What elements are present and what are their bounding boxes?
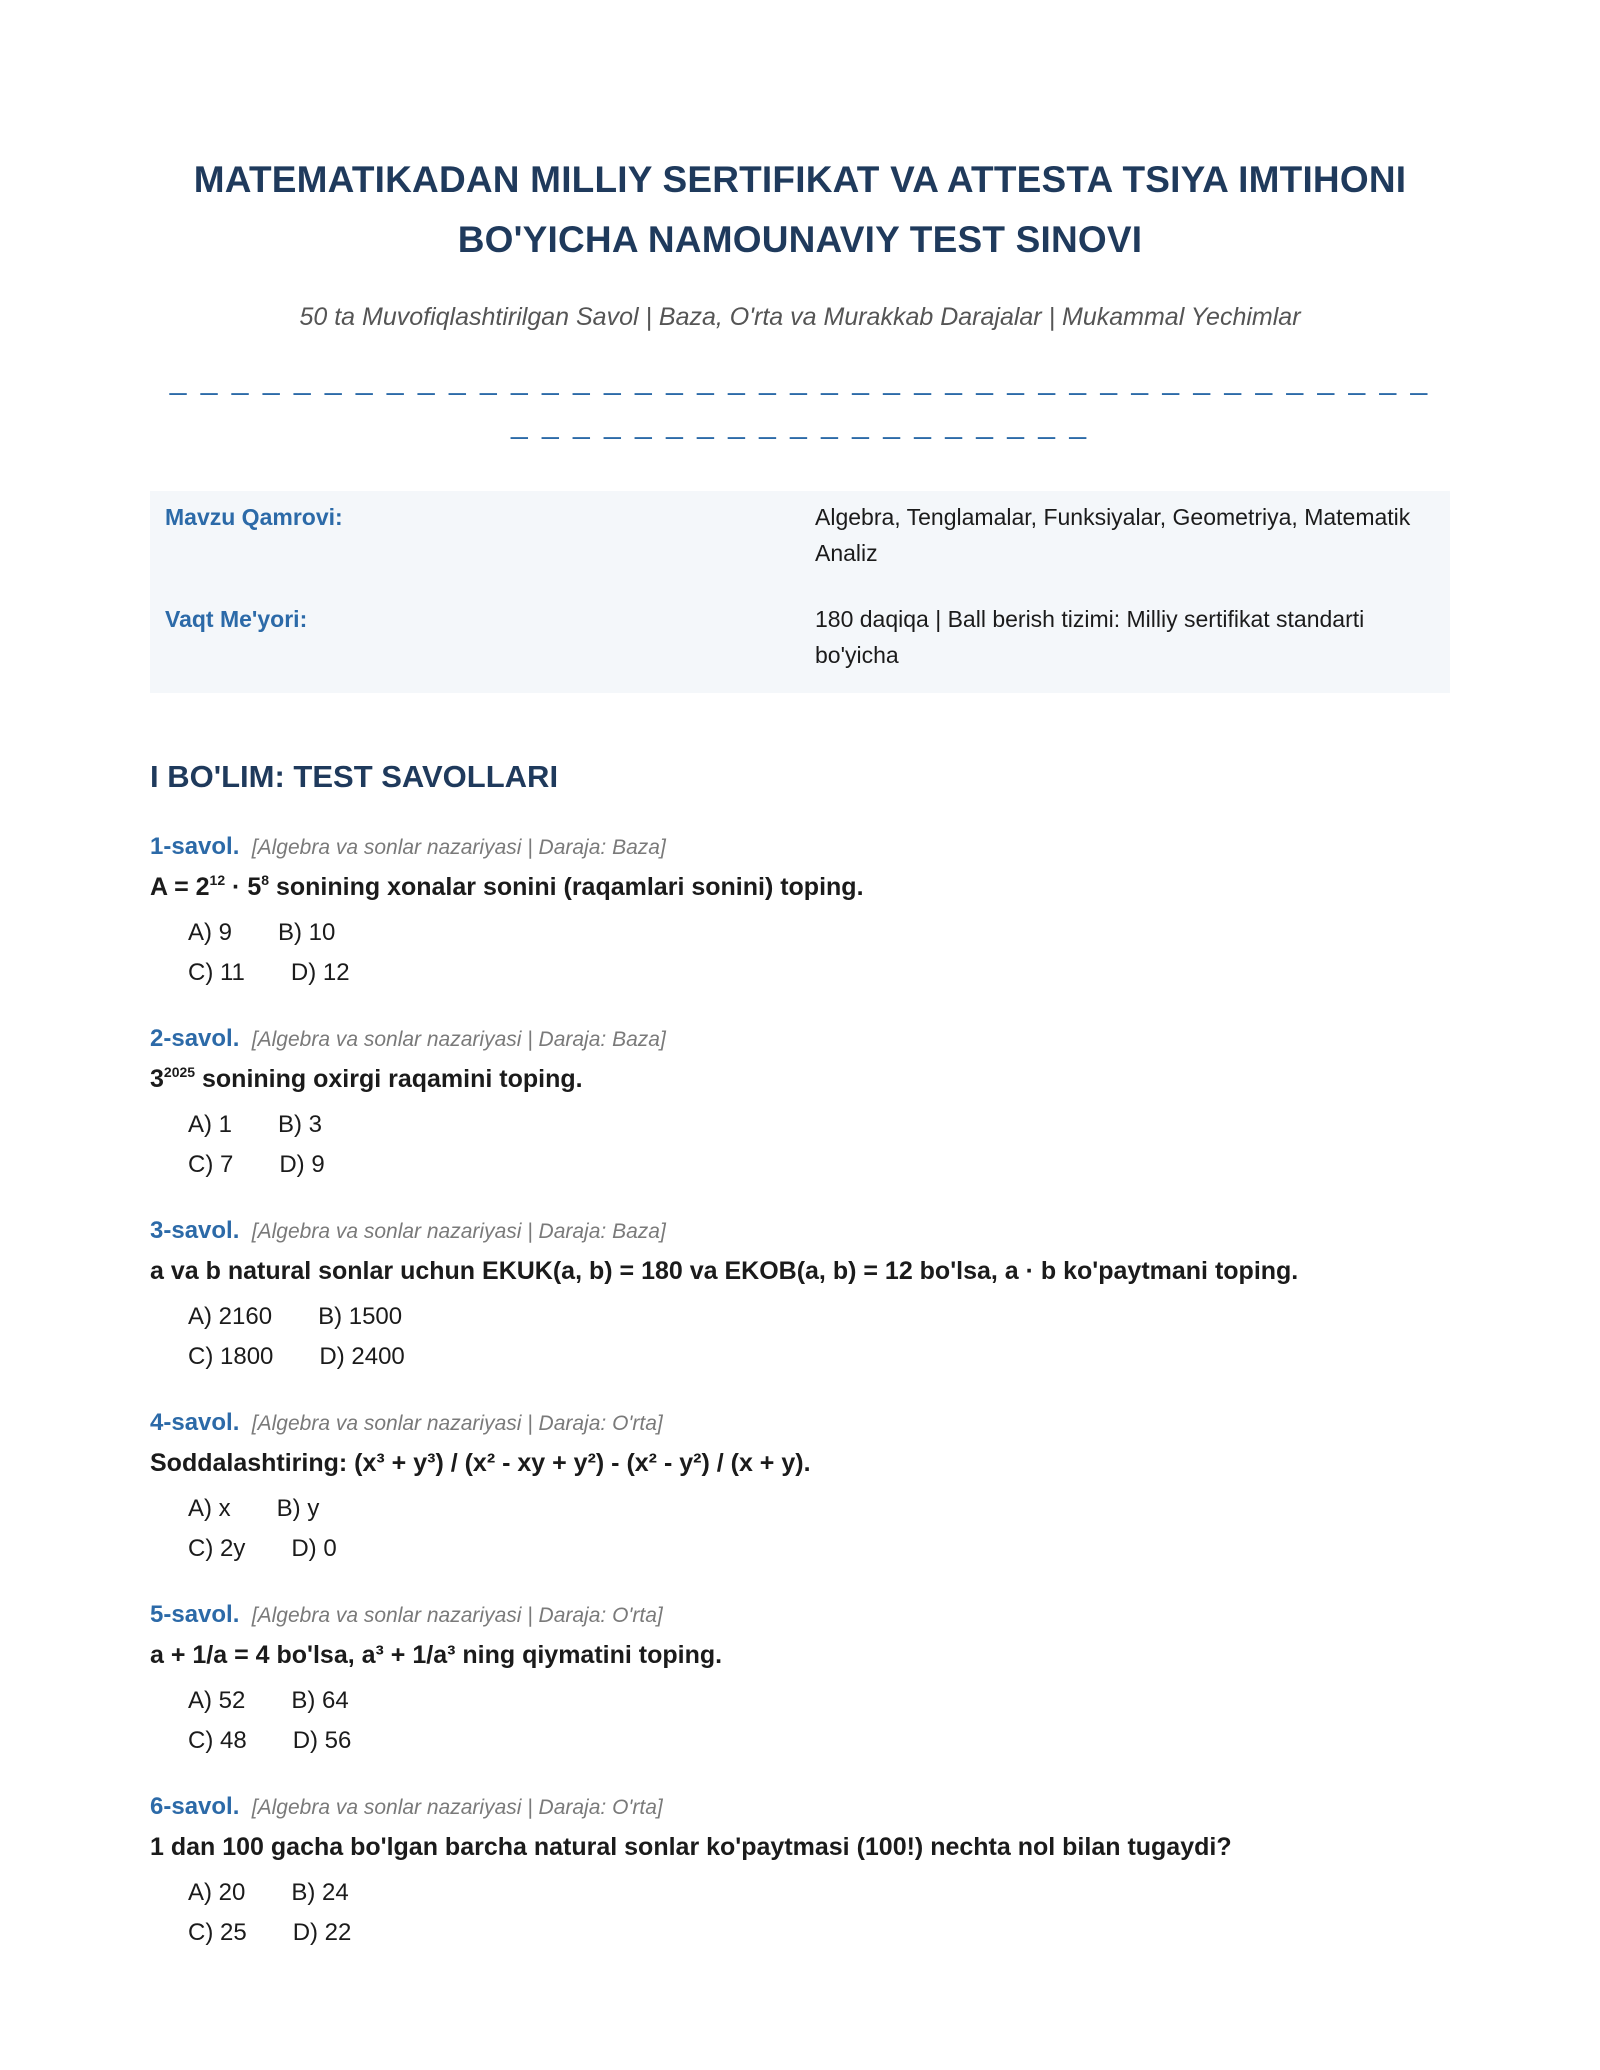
answer-options — [188, 1489, 1450, 1569]
option-c: C) 1800 — [188, 1343, 274, 1370]
question-meta: [Algebra va sonlar nazariyasi | Daraja: O'rta] — [251, 1796, 663, 1819]
options-row — [188, 1913, 1450, 1953]
option-b: B) 24 — [291, 1879, 349, 1906]
option-d: D) 2400 — [319, 1343, 405, 1370]
answer-options — [188, 1105, 1450, 1185]
option-b: B) 64 — [291, 1687, 349, 1714]
option-d: D) 9 — [279, 1151, 325, 1178]
question-header — [150, 1599, 1450, 1631]
question-header — [150, 1023, 1450, 1055]
options-row — [188, 953, 1450, 993]
title-line-1: MATEMATIKADAN MILLIY SERTIFIKAT VA ATTESTA TSIYA IMTIHONI — [193, 159, 1407, 200]
info-label: Mavzu Qamrovi: — [165, 504, 343, 530]
option-d: D) 0 — [291, 1535, 337, 1562]
info-label: Vaqt Me'yori: — [165, 606, 308, 632]
options-row — [188, 1873, 1450, 1913]
question-number: 3-savol. — [150, 1217, 240, 1244]
info-value: 180 daqiqa | Ball berish tizimi: Milliy sertifikat standarti bo'yicha — [815, 606, 1365, 668]
option-c: C) 25 — [188, 1919, 247, 1946]
question-header — [150, 1215, 1450, 1247]
option-b: B) 3 — [278, 1111, 323, 1138]
options-row — [188, 1297, 1450, 1337]
exponent: 12 — [209, 872, 226, 888]
question-number: 5-savol. — [150, 1601, 240, 1628]
question-text: Soddalashtiring: (x³ + y³) / (x² - xy + y²) - (x² - y²) / (x + y). — [150, 1449, 811, 1477]
options-row — [188, 1489, 1450, 1529]
info-row-topics — [165, 497, 1435, 571]
question-text: a + 1/a = 4 bo'lsa, a³ + 1/a³ ning qiymatini toping. — [150, 1641, 723, 1669]
exponent: 2025 — [163, 1064, 196, 1080]
question-number: 1-savol. — [150, 833, 240, 860]
option-d: D) 56 — [292, 1727, 352, 1754]
info-table — [150, 491, 1450, 693]
question-text — [150, 871, 1450, 903]
question-number: 2-savol. — [150, 1025, 240, 1052]
answer-options — [188, 1297, 1450, 1377]
option-b: B) 1500 — [318, 1303, 403, 1330]
question-meta: [Algebra va sonlar nazariyasi | Daraja: O'rta] — [251, 1412, 663, 1435]
option-a: A) 1 — [188, 1111, 233, 1138]
answer-options — [188, 1681, 1450, 1761]
options-row — [188, 913, 1450, 953]
info-row-time — [165, 599, 1435, 673]
title-line-2: BO'YICHA NAMOUNAVIY TEST SINOVI — [457, 219, 1143, 260]
option-c: C) 7 — [188, 1151, 234, 1178]
question-item — [150, 831, 1450, 993]
question-text-part: sonining oxirgi raqamini toping. — [195, 1065, 583, 1093]
option-c: C) 2y — [188, 1535, 246, 1562]
answer-options — [188, 913, 1450, 993]
section-heading: I BO'LIM: TEST SAVOLLARI — [150, 759, 559, 794]
document-page — [150, 0, 1450, 1953]
question-meta: [Algebra va sonlar nazariyasi | Daraja: Baza] — [251, 1028, 666, 1051]
dashed-divider: _ _ _ _ _ _ _ _ _ _ _ _ _ _ _ _ _ _ _ _ _ _ _ _ _ _ _ _ _ _ _ _ _ _ _ _ _ _ _ _ _ _ _ _ _ _ _ _ _ _ _ _ _ _ _ _ _ _ _ _ — [169, 363, 1431, 440]
question-meta: [Algebra va sonlar nazariyasi | Daraja: Baza] — [251, 836, 666, 859]
question-text-part: · 5 — [225, 873, 262, 901]
info-value: Algebra, Tenglamalar, Funksiyalar, Geometriya, Matematik Analiz — [815, 504, 1411, 566]
option-b: B) 10 — [278, 919, 336, 946]
question-meta: [Algebra va sonlar nazariyasi | Daraja: Baza] — [251, 1220, 666, 1243]
option-c: C) 48 — [188, 1727, 247, 1754]
question-item — [150, 1215, 1450, 1377]
options-row — [188, 1105, 1450, 1145]
question-item — [150, 1791, 1450, 1953]
option-c: C) 11 — [188, 959, 245, 986]
options-row — [188, 1681, 1450, 1721]
question-item — [150, 1599, 1450, 1761]
question-header — [150, 831, 1450, 863]
option-a: A) x — [188, 1495, 231, 1522]
option-a: A) 52 — [188, 1687, 246, 1714]
question-number: 6-savol. — [150, 1793, 240, 1820]
question-number: 4-savol. — [150, 1409, 240, 1436]
question-item — [150, 1023, 1450, 1185]
question-text — [150, 1063, 1450, 1095]
options-row — [188, 1337, 1450, 1377]
option-a: A) 9 — [188, 919, 233, 946]
document-subtitle: 50 ta Muvofiqlashtirilgan Savol | Baza, O'rta va Murakkab Darajalar | Mukammal Yechimlar — [299, 303, 1301, 331]
options-row — [188, 1529, 1450, 1569]
answer-options — [188, 1873, 1450, 1953]
option-d: D) 12 — [290, 959, 350, 986]
option-a: A) 2160 — [188, 1303, 273, 1330]
option-b: B) y — [276, 1495, 320, 1522]
question-header — [150, 1407, 1450, 1439]
options-row — [188, 1721, 1450, 1761]
question-text-part: sonining xonalar sonini (raqamlari sonini) toping. — [269, 873, 864, 901]
question-text: a va b natural sonlar uchun EKUK(a, b) = 180 va EKOB(a, b) = 12 bo'lsa, a · b ko'paytmani toping. — [150, 1257, 1299, 1285]
option-a: A) 20 — [188, 1879, 246, 1906]
question-meta: [Algebra va sonlar nazariyasi | Daraja: O'rta] — [251, 1604, 663, 1627]
options-row — [188, 1145, 1450, 1185]
question-header — [150, 1791, 1450, 1823]
exponent: 8 — [261, 872, 270, 888]
question-item — [150, 1407, 1450, 1569]
option-d: D) 22 — [292, 1919, 352, 1946]
question-list — [150, 831, 1450, 1953]
question-text-part: A = 2 — [150, 873, 210, 901]
question-text: 1 dan 100 gacha bo'lgan barcha natural sonlar ko'paytmasi (100!) nechta nol bilan tugaydi? — [150, 1833, 1232, 1861]
question-text-part: 3 — [150, 1065, 164, 1093]
document-title — [150, 150, 1450, 270]
